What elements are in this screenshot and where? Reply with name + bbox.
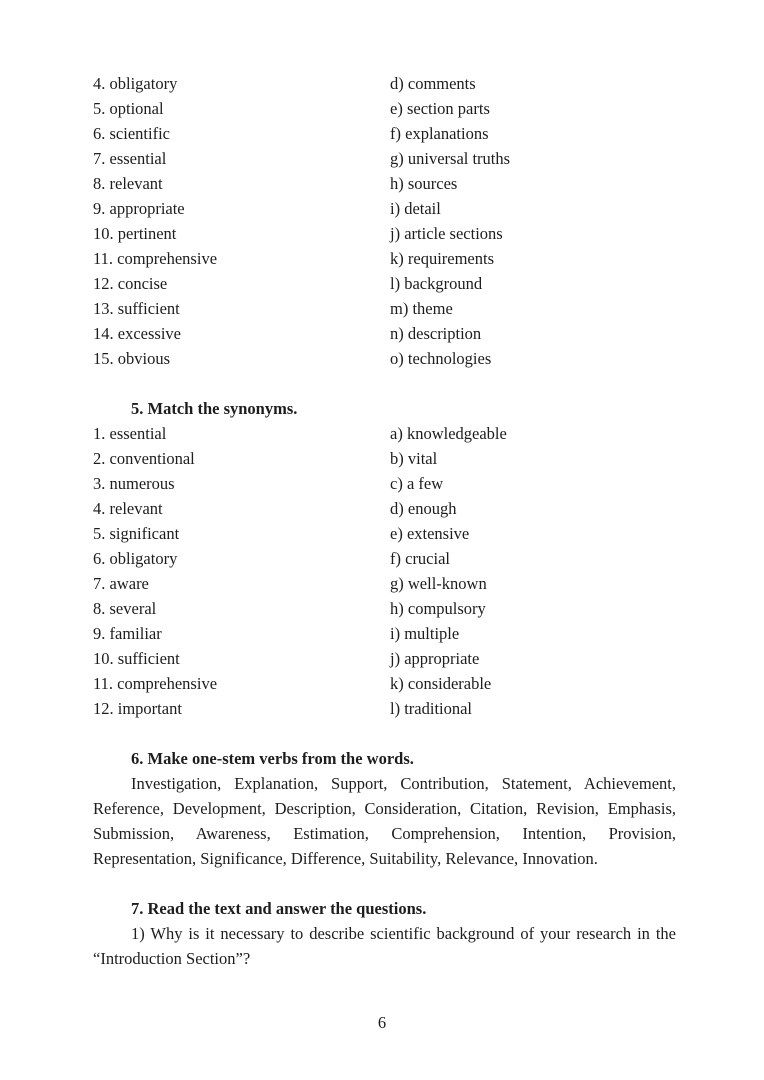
match-term: 8. several xyxy=(93,599,157,618)
match-term: 11. comprehensive xyxy=(93,249,218,268)
match-term: 11. comprehensive xyxy=(93,674,218,693)
match-row xyxy=(93,321,676,346)
match-option: h) sources xyxy=(390,174,458,193)
match-row xyxy=(93,71,676,96)
match-option: k) considerable xyxy=(390,674,492,693)
exercise-7-heading: 7. Read the text and answer the questions. xyxy=(131,899,427,918)
match-option: o) technologies xyxy=(390,349,492,368)
match-option: e) extensive xyxy=(390,524,470,543)
match-option: i) detail xyxy=(390,199,441,218)
match-term: 6. scientific xyxy=(93,124,170,143)
exercise-6-word-list: Investigation, Explanation, Support, Contribution, Statement, Achievement, Reference, Development, Description, Consideration, Citation, Revision, Emphasis, Submission, Awareness, Estimation, Comprehension, Intention, Provision, Representation, Significance, Difference, Suitability, Relevance, Innovation. xyxy=(93,774,676,868)
match-option: b) vital xyxy=(390,449,438,468)
match-row xyxy=(93,696,676,721)
match-term: 10. pertinent xyxy=(93,224,177,243)
match-option: k) requirements xyxy=(390,249,495,268)
match-row xyxy=(93,171,676,196)
match-row xyxy=(93,471,676,496)
match-term: 12. important xyxy=(93,699,182,718)
match-row xyxy=(93,496,676,521)
match-term: 7. aware xyxy=(93,574,149,593)
match-option: c) a few xyxy=(390,474,444,493)
match-term: 3. numerous xyxy=(93,474,175,493)
match-term: 15. obvious xyxy=(93,349,171,368)
match-term: 5. significant xyxy=(93,524,180,543)
match-option: e) section parts xyxy=(390,99,490,118)
match-option: i) multiple xyxy=(390,624,460,643)
match-option: l) traditional xyxy=(390,699,473,718)
match-row xyxy=(93,446,676,471)
match-row xyxy=(93,196,676,221)
exercise-7-question-1: 1) Why is it necessary to describe scientific background of your research in the “Introduction Section”? xyxy=(93,924,676,968)
match-option: f) explanations xyxy=(390,124,489,143)
match-term: 14. excessive xyxy=(93,324,181,343)
match-row xyxy=(93,546,676,571)
match-row xyxy=(93,146,676,171)
match-row xyxy=(93,121,676,146)
exercise-4-match-list xyxy=(93,71,676,371)
match-term: 12. concise xyxy=(93,274,168,293)
match-option: d) comments xyxy=(390,74,476,93)
match-term: 1. essential xyxy=(93,424,167,443)
match-term: 9. familiar xyxy=(93,624,162,643)
match-row xyxy=(93,621,676,646)
match-option: j) article sections xyxy=(390,224,503,243)
match-option: l) background xyxy=(390,274,483,293)
match-term: 4. obligatory xyxy=(93,74,178,93)
match-option: g) well-known xyxy=(390,574,487,593)
match-option: h) compulsory xyxy=(390,599,486,618)
match-term: 7. essential xyxy=(93,149,167,168)
match-option: j) appropriate xyxy=(390,649,480,668)
match-option: g) universal truths xyxy=(390,149,511,168)
exercise-5-match-list xyxy=(93,421,676,721)
match-row xyxy=(93,596,676,621)
match-option: f) crucial xyxy=(390,549,450,568)
match-row xyxy=(93,96,676,121)
exercise-5-heading: 5. Match the synonyms. xyxy=(131,399,298,418)
match-row xyxy=(93,271,676,296)
match-row xyxy=(93,346,676,371)
match-row xyxy=(93,671,676,696)
match-row xyxy=(93,221,676,246)
match-option: n) description xyxy=(390,324,482,343)
match-term: 5. optional xyxy=(93,99,164,118)
match-option: d) enough xyxy=(390,499,457,518)
match-term: 6. obligatory xyxy=(93,549,178,568)
page-number: 6 xyxy=(377,1013,387,1032)
match-row xyxy=(93,521,676,546)
match-option: a) knowledgeable xyxy=(390,424,507,443)
match-row xyxy=(93,646,676,671)
match-term: 2. conventional xyxy=(93,449,195,468)
match-row xyxy=(93,571,676,596)
match-row xyxy=(93,296,676,321)
match-row xyxy=(93,246,676,271)
match-term: 13. sufficient xyxy=(93,299,180,318)
match-term: 9. appropriate xyxy=(93,199,185,218)
match-term: 4. relevant xyxy=(93,499,163,518)
match-term: 10. sufficient xyxy=(93,649,180,668)
match-term: 8. relevant xyxy=(93,174,163,193)
exercise-6-heading: 6. Make one-stem verbs from the words. xyxy=(131,749,414,768)
match-option: m) theme xyxy=(390,299,453,318)
match-row xyxy=(93,421,676,446)
